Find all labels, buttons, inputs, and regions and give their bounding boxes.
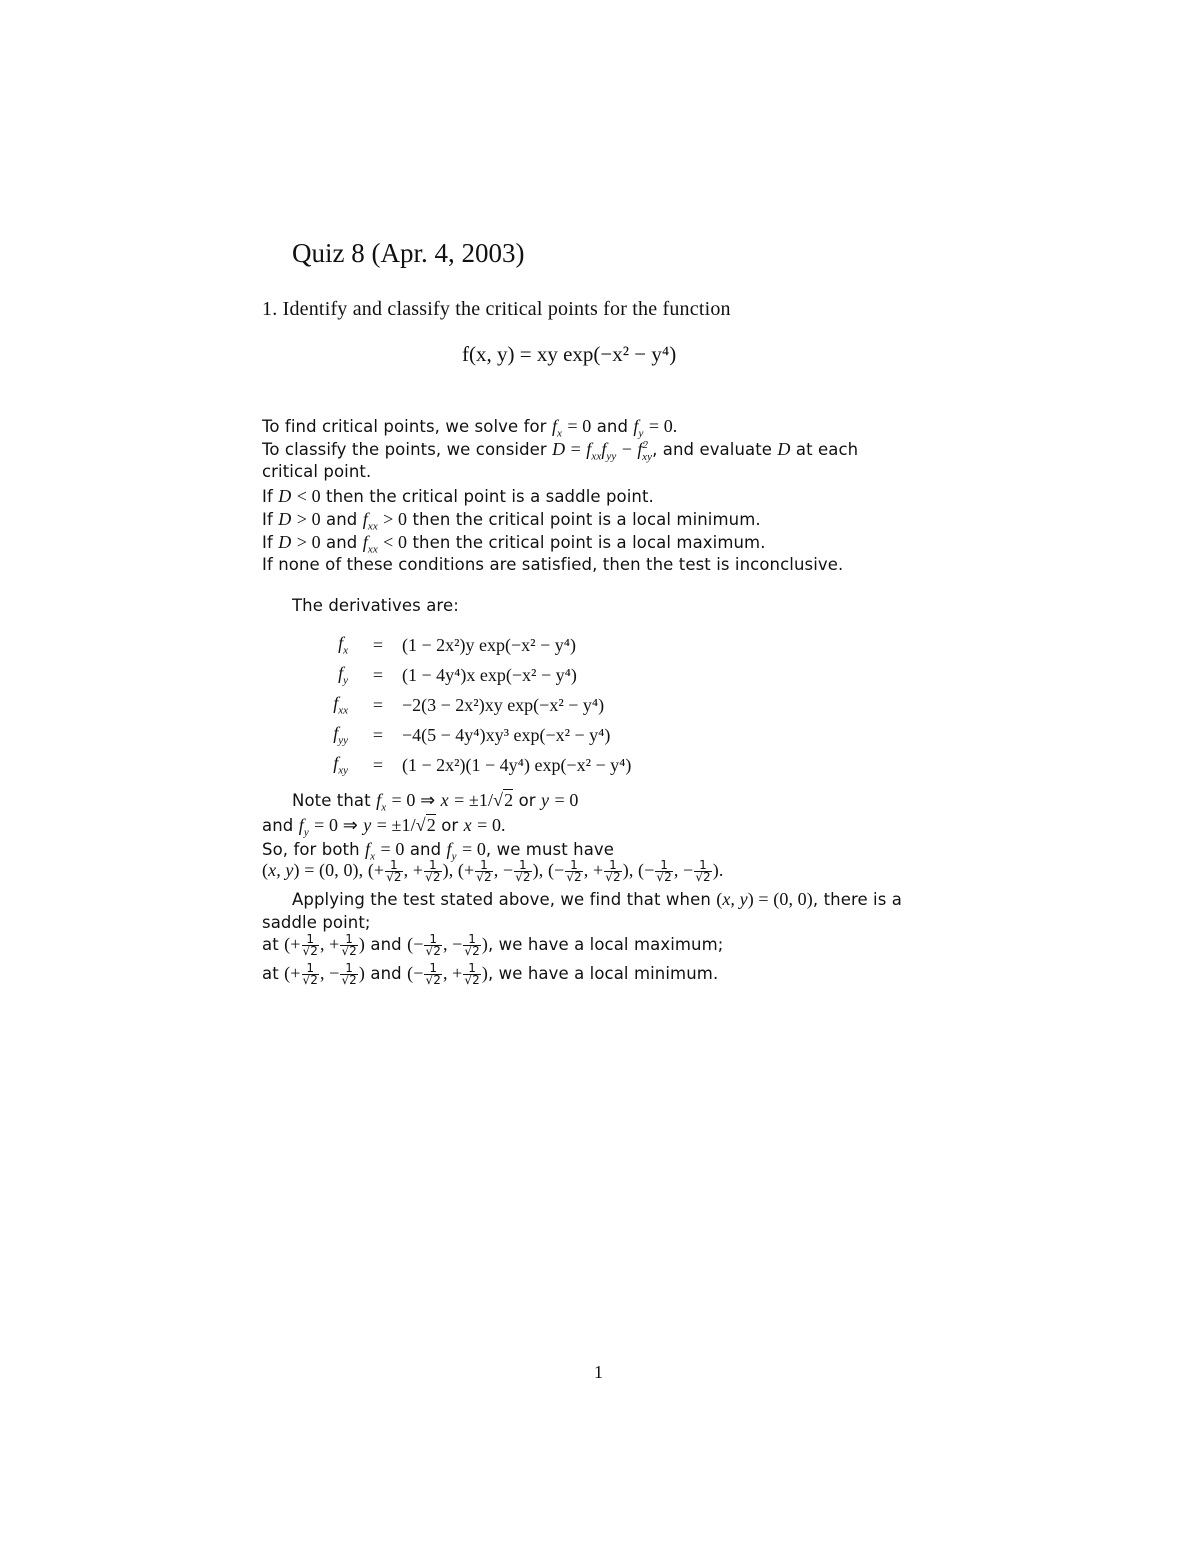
critical-points-line: (x, y) = (0, 0), (+ $\frac{1}{√2}$ , + $\frac{1}{√2}$ ), (+ $\frac{1}{√2}$ , − $\frac{1}{√2}$ ), (− $\frac{1}{√2}$ , + $\frac{1}{√2}$ ), (− $\frac{1}{√2}$ , − $\frac{1}{√2}$ ). bbox=[262, 858, 724, 884]
intro-line-5: If D > 0 and $f_{xx} > 0$ then the critical point is a local minimum. bbox=[262, 509, 761, 533]
minimum-line: at (+ $\frac{1}{√2}$ , − $\frac{1}{√2}$ ) and (− $\frac{1}{√2}$ , + $\frac{1}{√2}$ ), we have a local minimum. bbox=[262, 961, 719, 987]
intro-line-2: To classify the points, we consider $D = f_{xx}f_{yy} - f^2_{xy}$, and evaluate D at each bbox=[262, 439, 859, 463]
intro-line-4: If D < 0 then the critical point is a saddle point. bbox=[262, 486, 654, 506]
derivatives-heading: The derivatives are: bbox=[292, 596, 459, 615]
maximum-line: at (+ $\frac{1}{√2}$ , + $\frac{1}{√2}$ ) and (− $\frac{1}{√2}$ , − $\frac{1}{√2}$ ), we have a local maximum; bbox=[262, 932, 724, 958]
derivative-row: $f_y$ = (1 − 4y⁴)x exp(−x² − y⁴) bbox=[338, 663, 577, 687]
note-line-2: and $f_y = 0$ ⇒ y = ±1/√2 or x = 0. bbox=[262, 815, 506, 839]
note-line-1: Note that $f_x = 0$ ⇒ x = ±1/√2 or y = 0 bbox=[292, 790, 579, 814]
page-title: Quiz 8 (Apr. 4, 2003) bbox=[292, 238, 525, 268]
intro-line-7: If none of these conditions are satisfied, then the test is inconclusive. bbox=[262, 555, 844, 574]
note-line-3: So, for both $f_x = 0$ and $f_y = 0$, we must have bbox=[262, 839, 615, 863]
derivative-row: $f_{xy}$ = (1 − 2x²)(1 − 4y⁴) exp(−x² − y⁴) bbox=[333, 753, 632, 777]
function-equation: f(x, y) = xy exp(−x² − y⁴) bbox=[462, 342, 677, 366]
derivative-row: $f_x$ = (1 − 2x²)y exp(−x² − y⁴) bbox=[338, 633, 576, 657]
page-number: 1 bbox=[594, 1362, 603, 1382]
intro-line-1: To find critical points, we solve for $f_x = 0$ and $f_y = 0$. bbox=[262, 416, 678, 440]
intro-line-3: critical point. bbox=[262, 462, 372, 481]
saddle-line: saddle point; bbox=[262, 913, 371, 932]
applying-line: Applying the test stated above, we find that when (x, y) = (0, 0), there is a bbox=[292, 889, 902, 909]
derivatives-table bbox=[300, 630, 631, 780]
question-text: 1. Identify and classify the critical points for the function bbox=[262, 298, 731, 320]
derivative-row: $f_{yy}$ = −4(5 − 4y⁴)xy³ exp(−x² − y⁴) bbox=[333, 723, 611, 747]
intro-line-6: If D > 0 and $f_{xx} < 0$ then the critical point is a local maximum. bbox=[262, 532, 766, 556]
derivative-row: $f_{xx}$ = −2(3 − 2x²)xy exp(−x² − y⁴) bbox=[333, 693, 605, 717]
